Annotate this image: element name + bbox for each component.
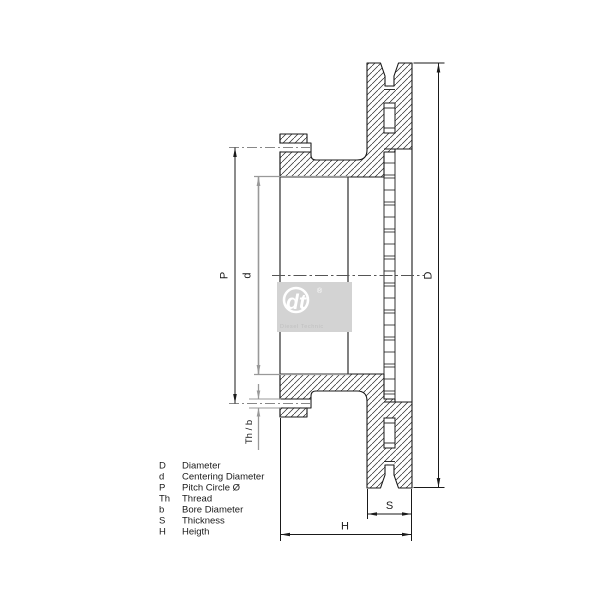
legend-symbol: S: [159, 515, 166, 527]
vent-slot-bottom: [384, 418, 395, 448]
vent-vane-ticks: [384, 163, 395, 394]
dt-logo-brand-text: dt: [286, 291, 306, 314]
dimension-S: [368, 489, 412, 541]
legend-symbol: b: [159, 504, 165, 516]
dt-logo: [277, 282, 352, 332]
label-H: H: [341, 520, 349, 533]
groove-floor-band-bottom: [385, 462, 395, 465]
label-d: d: [241, 272, 254, 279]
legend-description: Centering Diameter: [182, 471, 265, 483]
label-D: D: [422, 271, 435, 280]
dt-logo-caption: Diesel Technic: [280, 324, 324, 330]
legend-description: Thickness: [182, 515, 225, 527]
legend-description: Pitch Circle Ø: [182, 482, 241, 494]
legend-symbol: P: [159, 482, 166, 494]
legend-symbol: d: [159, 471, 165, 483]
dt-logo-registered-mark: ®: [317, 288, 323, 295]
legend-description: Bore Diameter: [182, 504, 244, 516]
dimension-P: [233, 148, 237, 404]
legend-symbol: H: [159, 526, 166, 538]
label-P: P: [218, 271, 231, 280]
label-S: S: [385, 500, 394, 512]
label-Th-b: Th / b: [244, 419, 255, 445]
legend-description: Thread: [182, 493, 213, 505]
legend: [159, 461, 264, 538]
legend-description: Diameter: [182, 460, 221, 472]
legend-symbol: D: [159, 460, 166, 472]
legend-symbol: Th: [159, 493, 171, 505]
legend-description: Heigth: [182, 526, 210, 538]
groove-floor-band-top: [385, 87, 395, 90]
vent-slot-top: [384, 103, 395, 133]
